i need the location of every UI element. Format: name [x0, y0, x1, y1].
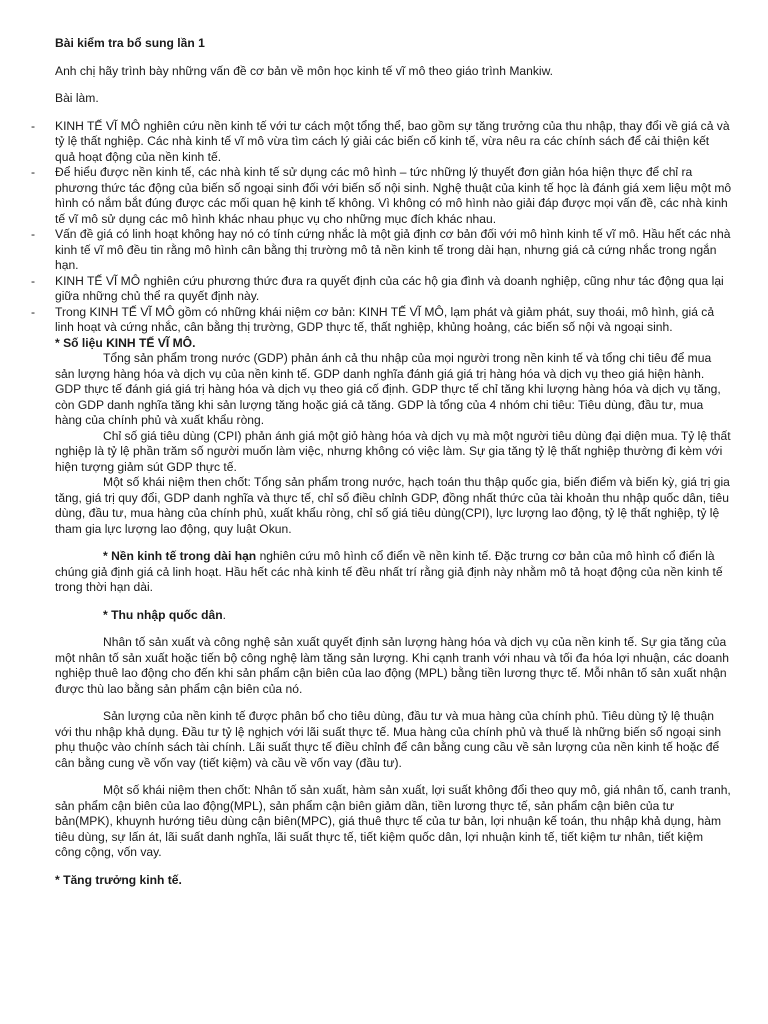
- intro-bullet-list: [55, 119, 732, 336]
- bullet-item: - Để hiểu được nền kinh tế, các nhà kinh tế sử dụng các mô hình – tức những lý thuyết đơn giản hóa hiện thực để chỉ ra phương thức tác động của biến số ngoại sinh đối với biến số nội sinh. Nghệ thuật của kinh tế học là đánh giá xem liệu một mô hình có nắm bắt đúng được các mối quan hệ kinh tế không. Vì không có mô hình nào giải đáp được mọi vấn đề, các nhà kinh tế vĩ mô sử dụng các mô hình khác nhau phục vụ cho những mục đích khác nhau.: [55, 165, 732, 227]
- long-run-text: nghiên cứu mô hình cổ điển về nền kinh tế. Đặc trưng cơ bản của mô hình cổ điển là chúng giả định giá cả linh hoạt. Hầu hết các nhà kinh tế đều nhất trí rằng giả định này nhằm mô tả hoạt động của nền kinh tế trong thời hạn dài.: [55, 549, 723, 594]
- question-text: Anh chị hãy trình bày những vấn đề cơ bản về môn học kinh tế vĩ mô theo giáo trình Mankiw.: [55, 63, 554, 78]
- paragraph-long-run: [55, 549, 732, 596]
- paragraph-allocation: Sản lượng của nền kinh tế được phân bổ cho tiêu dùng, đầu tư và mua hàng của chính phủ. Tiêu dùng tỷ lệ thuận với thu nhập khả dụng. Đầu tư tỷ lệ nghịch với lãi suất thực tế. Mua hàng của chính phủ và thuế là những biến số ngoại sinh phụ thuộc vào chính sách tài chính. Lãi suất thực tế điều chỉnh để cân bằng cung cầu về sản lượng của nền kinh tế hoặc để cân bằng cung về vốn vay (tiết kiệm) và cầu về vốn vay (đầu tư).: [55, 709, 722, 770]
- section-heading-national-income: * Thu nhập quốc dân: [103, 607, 223, 622]
- heading-suffix: .: [222, 607, 226, 622]
- paragraph-key-concepts-2: Một số khái niệm then chốt: Nhân tố sản xuất, hàm sản xuất, lợi suất không đổi theo quy mô, giá nhân tố, canh tranh, sản phẩm cận biên của lao động(MPL), sản phẩm cận biên giảm dần, tiền lương thực tế, sản phẩm cận biên của tư bản(MPK), khuynh hướng tiêu dùng cận biên(MPC), giá thuê thực tế của tư bản, lợi nhuận kế toán, thu nhập khả dụng, hàm tiêu dùng, sự lấn át, lãi suất danh nghĩa, lãi suất thực tế, tiết kiệm quốc dân, lợi nhuận kinh tế, tiết kiệm tư nhân, tiết kiệm công cộng, vốn vay.: [55, 783, 731, 859]
- section-heading-macro-data: * Số liệu KINH TẾ VĨ MÔ.: [55, 335, 196, 350]
- bullet-item: - Trong KINH TẾ VĨ MÔ gồm có những khái niệm cơ bản: KINH TẾ VĨ MÔ, lạm phát và giảm phát, suy thoái, mô hình, giá cả linh hoạt và cứng nhắc, cân bằng thị trường, GDP thực tế, thất nghiệp, khủng hoảng, các biến số nội và ngoại sinh.: [55, 305, 732, 336]
- paragraph-cpi: Chỉ số giá tiêu dùng (CPI) phản ánh giá một giỏ hàng hóa và dịch vụ mà một người tiêu dùng đại diện mua. Tỷ lệ thất nghiệp là tỷ lệ phần trăm số người muốn làm việc, nhưng không có việc làm. Sự gia tăng tỷ lệ thất nghiệp thường đi kèm với hiện tượng giảm sút GDP thực tế.: [55, 428, 731, 474]
- paragraph-key-concepts-1: Một số khái niệm then chốt: Tổng sản phẩm trong nước, hạch toán thu thập quốc gia, biến điểm và biến kỳ, giá trị gia tăng, giá trị quy đổi, GDP danh nghĩa và thực tế, chỉ số điều chỉnh GDP, đồng nhất thức của tài khoản thu nhập quốc dân, tiêu dùng, đầu tư, mua hàng của chính phủ, xuất khẩu ròng, chỉ số giá tiêu dùng(CPI), lực lượng lao động, tỷ lệ thất nghiệp, tỷ lệ tham gia lực lượng lao động, quy luật Okun.: [55, 475, 730, 536]
- answer-label: Bài làm.: [55, 91, 99, 105]
- section-heading-growth: * Tăng trưởng kinh tế.: [55, 872, 182, 887]
- paragraph-production: Nhân tố sản xuất và công nghệ sản xuất quyết định sản lượng hàng hóa và dịch vụ của nền kinh tế. Sự gia tăng của một nhân tố sản xuất hoặc tiến bộ công nghệ làm tăng sản lượng. Khi cạnh tranh với nhau và tối đa hóa lợi nhuận, các doanh nghiệp thuê lao động cho đến khi sản phẩm cận biên của lao động (MPL) bằng tiền lương thực tế. Mỗi nhân tố sản xuất nhận được thù lao bằng sản phẩm cận biên của nó.: [55, 635, 729, 696]
- document-title: Bài kiểm tra bổ sung lần 1: [55, 36, 205, 50]
- bullet-item: - Vấn đề giá có linh hoạt không hay nó có tính cứng nhắc là một giả định cơ bản đối với mô hình kinh tế vĩ mô. Hầu hết các nhà kinh tế vĩ mô đều tin rằng mô hình cân bằng thị trường mô tả nền kinh tế trong dài hạn, nhưng giá cả cứng nhắc trong ngắn hạn.: [55, 227, 732, 274]
- paragraph-gdp: Tổng sản phẩm trong nước (GDP) phản ánh cả thu nhập của mọi người trong nền kinh tế và tổng chi tiêu để mua sản lượng hàng hóa và dịch vụ của nền kinh tế. GDP danh nghĩa đánh giá giá trị hàng hóa và dịch vụ theo giá hiện hành. GDP thực tế đánh giá giá trị hàng hóa và dịch vụ theo giá cố định. GDP thực tế chỉ tăng khi lượng hàng hóa và dịch vụ tăng, còn GDP danh nghĩa tăng khi sản lượng tăng hoặc giá cả tăng. GDP là tổng của 4 nhóm chi tiêu: Tiêu dùng, đầu tư, mua hàng của chính phủ và xuất khẩu ròng.: [55, 351, 721, 427]
- section-heading-national-income-line: [55, 608, 732, 624]
- bullet-item: - KINH TẾ VĨ MÔ nghiên cứu phương thức đưa ra quyết định của các hộ gia đình và doanh nghiệp, cũng như tác động qua lại giữa những chủ thể ra quyết định này.: [55, 274, 732, 305]
- section-heading-long-run: * Nền kinh tế trong dài hạn: [103, 549, 257, 563]
- bullet-item: - KINH TẾ VĨ MÔ nghiên cứu nền kinh tế với tư cách một tổng thể, bao gồm sự tăng trưởng của thu nhập, thay đổi về giá cả và tỷ lệ thất nghiệp. Các nhà kinh tế vĩ mô vừa tìm cách lý giải các biến cố kinh tế, vừa nêu ra các chính sách để cải thiện kết quả hoạt động của nền kinh tế.: [55, 119, 732, 166]
